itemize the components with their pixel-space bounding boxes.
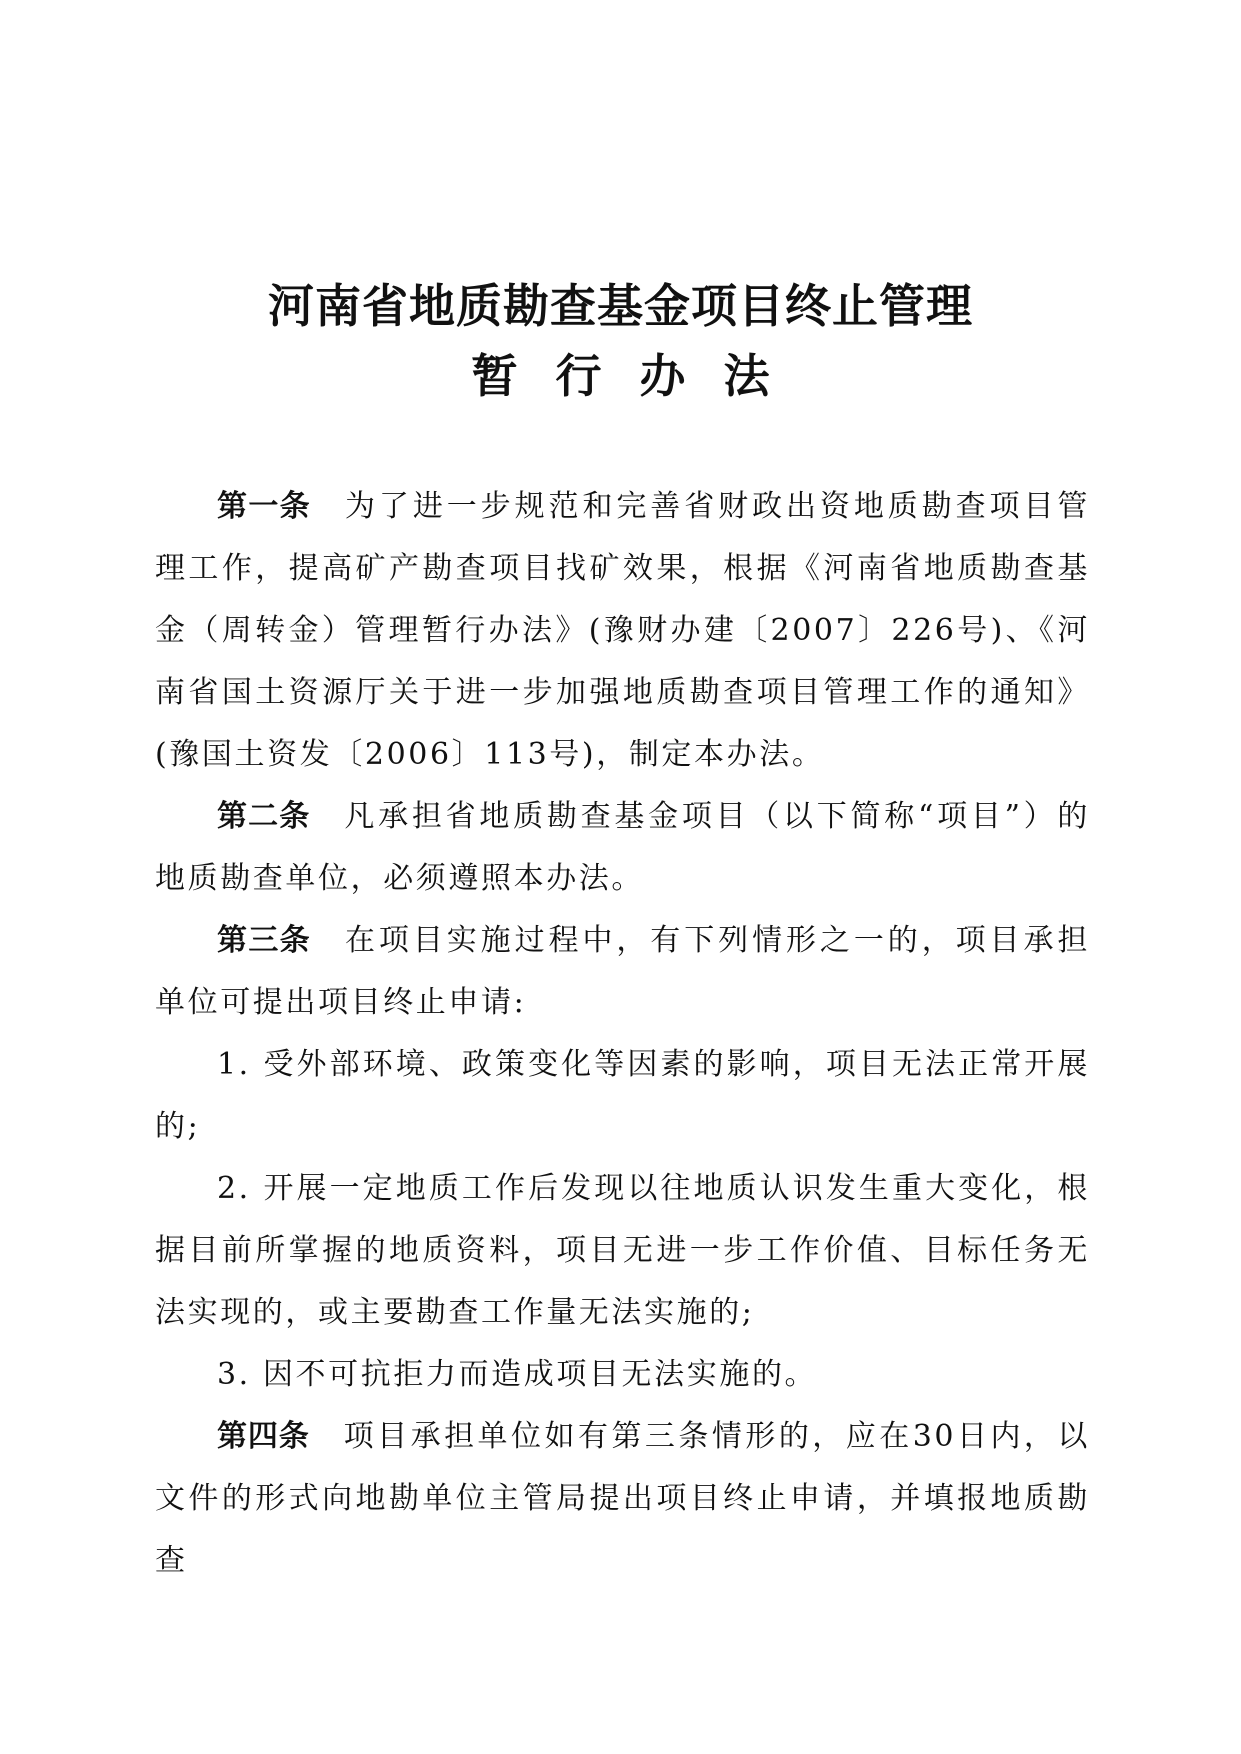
article-label: 第一条 xyxy=(217,489,311,524)
list-item-3 xyxy=(155,1344,1090,1406)
list-item-text: 1. 受外部环境、政策变化等因素的影响，项目无法正常开展的; xyxy=(155,1047,1090,1144)
list-item-2 xyxy=(155,1158,1090,1344)
article-label: 第二条 xyxy=(217,799,311,834)
list-item-text: 3. 因不可抗拒力而造成项目无法实施的。 xyxy=(217,1357,818,1392)
list-item-text: 2. 开展一定地质工作后发现以往地质认识发生重大变化，根据目前所掌握的地质资料，项目无进一步工作价值、目标任务无法实现的，或主要勘查工作量无法实施的; xyxy=(155,1171,1090,1330)
article-label: 第三条 xyxy=(217,923,311,958)
article-1 xyxy=(155,476,1090,786)
document-body xyxy=(155,476,1090,1592)
article-text: 为了进一步规范和完善省财政出资地质勘查项目管理工作，提高矿产勘查项目找矿效果，根据《河南省地质勘查基金（周转金）管理暂行办法》(豫财办建〔2007〕226号)、《河南省国土资源厅关于进一步加强地质勘查项目管理工作的通知》(豫国土资发〔2006〕113号)，制定本办法。 xyxy=(155,489,1091,772)
document-subtitle: 暂行办法 xyxy=(471,349,808,403)
list-item-1 xyxy=(155,1034,1090,1158)
article-3 xyxy=(155,910,1090,1034)
article-label: 第四条 xyxy=(217,1419,310,1454)
document-title: 河南省地质勘查基金项目终止管理 xyxy=(268,279,973,333)
article-4 xyxy=(155,1406,1090,1592)
article-2 xyxy=(155,786,1090,910)
article-text: 在项目实施过程中，有下列情形之一的，项目承担单位可提出项目终止申请: xyxy=(155,923,1091,1020)
article-text: 项目承担单位如有第三条情形的，应在30日内，以文件的形式向地勘单位主管局提出项目终止申请，并填报地质勘查 xyxy=(155,1419,1091,1578)
article-text: 凡承担省地质勘查基金项目（以下简称“项目”）的地质勘查单位，必须遵照本办法。 xyxy=(155,799,1090,896)
